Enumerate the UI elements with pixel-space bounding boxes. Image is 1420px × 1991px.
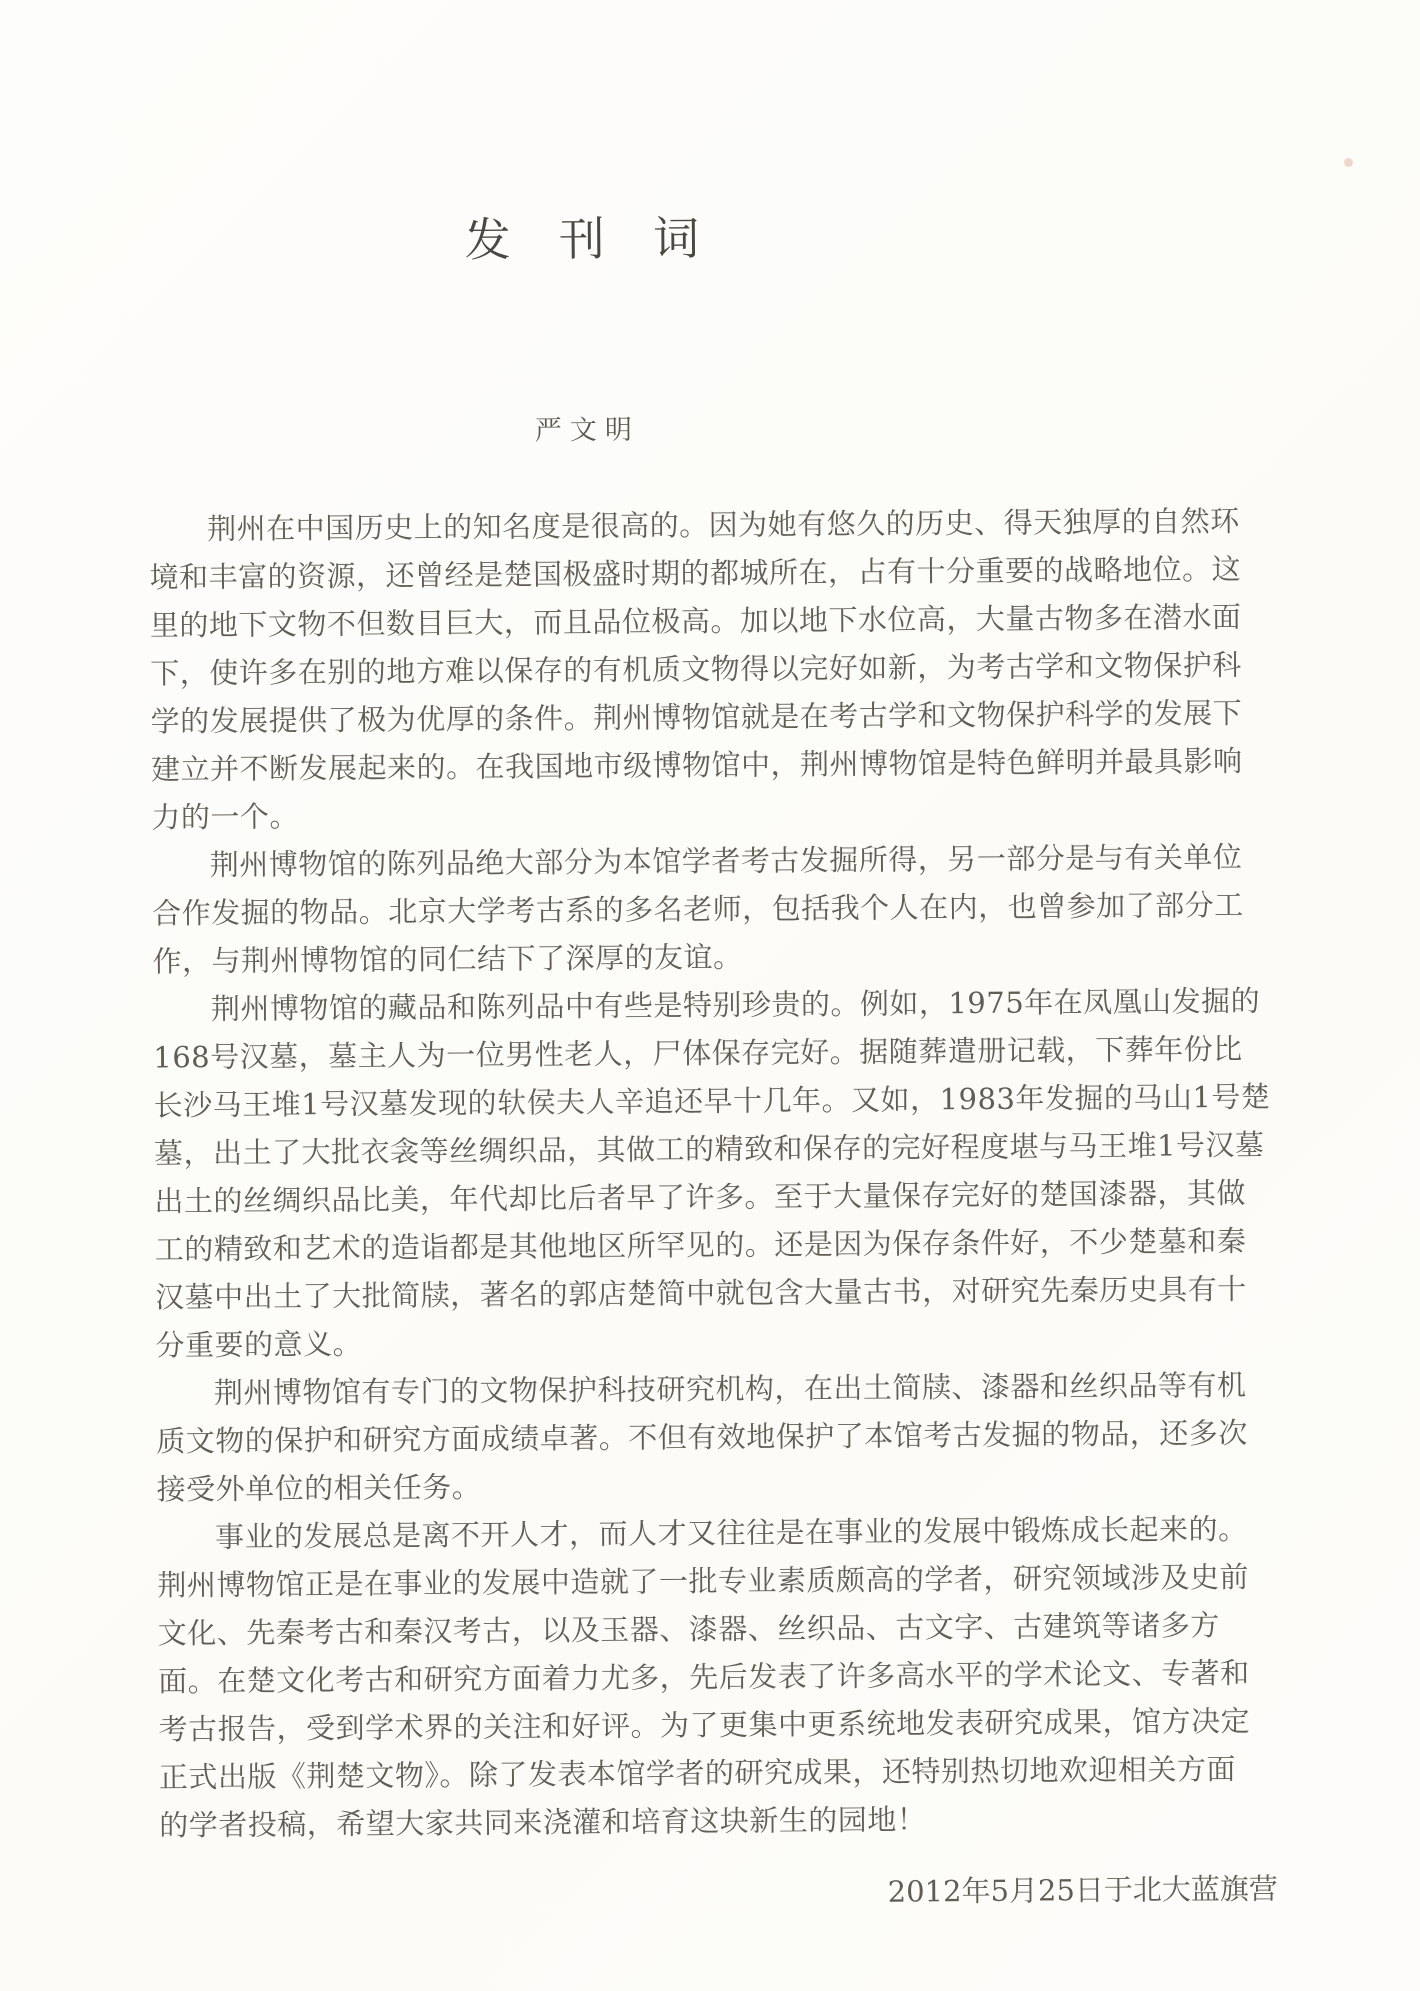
heading-block <box>145 0 1018 453</box>
text-line: 分重要的意义。 <box>155 1326 363 1363</box>
page-title: 发刊词 <box>464 210 748 267</box>
scan-speck <box>1344 158 1353 167</box>
text-line: 荆州博物馆的陈列品绝大部分为本馆学者考古发掘所得，另一部分是与有关单位 <box>209 839 1243 882</box>
text-line: 工的精致和艺术的造诣都是其他地区所罕见的。还是因为保存条件好，不少楚墓和秦 <box>154 1223 1247 1267</box>
paragraph <box>157 1504 1300 1849</box>
page-content <box>145 0 1300 1919</box>
text-line: 荆州博物馆正是在事业的发展中造就了一批专业素质颇高的学者，研究领域涉及史前 <box>157 1559 1250 1603</box>
text-line: 作，与荆州博物馆的同仁结下了深厚的友谊。 <box>152 939 743 979</box>
text-line: 汉墓中出土了大批简牍，著名的郭店楚简中就包含大量古书，对研究先秦历史具有十 <box>155 1271 1247 1315</box>
text-line: 下，使许多在别的地方难以保存的有机质文物得以完好如新，为考古学和文物保护科 <box>150 647 1242 691</box>
text-line: 的学者投稿，希望大家共同来浇灌和培育这块新生的园地！ <box>159 1802 927 1843</box>
text-line: 荆州博物馆的藏品和陈列品中有些是特别珍贵的。例如，1975年在凤凰山发掘的 <box>210 983 1261 1026</box>
paragraph <box>152 832 1293 985</box>
paragraph <box>156 1360 1297 1513</box>
text-line: 长沙马王堆1号汉墓发现的轪侯夫人辛追还早十几年。又如，1983年发掘的马山1号楚 <box>153 1079 1271 1123</box>
text-line: 合作发掘的物品。北京大学考古系的多名老师，包括我个人在内，也曾参加了部分工 <box>152 887 1244 931</box>
text-line: 面。在楚文化考古和研究方面着力尤多，先后发表了许多高水平的学术论文、专著和 <box>158 1655 1250 1699</box>
text-line: 正式出版《荆楚文物》。除了发表本馆学者的研究成果，还特别热切地欢迎相关方面 <box>158 1751 1237 1795</box>
text-line: 考古报告，受到学术界的关注和好评。为了更集中更系统地发表研究成果，馆方决定 <box>158 1703 1251 1747</box>
text-line: 荆州在中国历史上的知名度是很高的。因为她有悠久的历史、得天独厚的自然环 <box>207 503 1240 546</box>
text-line: 168号汉墓，墓主人为一位男性老人，尸体保存完好。据随葬遣册记载，下葬年份比 <box>153 1031 1243 1075</box>
text-line: 文化、先秦考古和秦汉考古，以及玉器、漆器、丝织品、古文字、古建筑等诸多方 <box>157 1607 1220 1651</box>
dateline: 2012年5月25日于北大蓝旗营 <box>887 1871 1278 1909</box>
text-line: 学的发展提供了极为优厚的条件。荆州博物馆就是在考古学和文物保护科学的发展下 <box>150 695 1243 739</box>
text-line: 里的地下文物不但数目巨大，而且品位极高。加以地下水位高，大量古物多在潜水面 <box>149 599 1242 643</box>
text-line: 事业的发展总是离不开人才，而人才又往往是在事业的发展中锻炼成长起来的。 <box>214 1511 1248 1554</box>
paragraph <box>153 976 1296 1369</box>
text-line: 墓，出土了大批衣衾等丝绸织品，其做工的精致和保存的完好程度堪与马王堆1号汉墓 <box>153 1127 1265 1171</box>
paragraph <box>149 496 1292 841</box>
text-line: 建立并不断发展起来的。在我国地市级博物馆中，荆州博物馆是特色鲜明并最具影响 <box>150 743 1243 787</box>
author-name: 严文明 <box>534 414 641 447</box>
text-line: 接受外单位的相关任务。 <box>156 1469 482 1507</box>
body-text <box>149 496 1300 1849</box>
text-line: 出土的丝绸织品比美，年代却比后者早了许多。至于大量保存完好的楚国漆器，其做 <box>154 1175 1247 1219</box>
text-line: 质文物的保护和研究方面成绩卓著。不但有效地保护了本馆考古发掘的物品，还多次 <box>156 1415 1248 1459</box>
text-line: 力的一个。 <box>151 799 300 835</box>
text-line: 荆州博物馆有专门的文物保护科技研究机构，在出土简牍、漆器和丝织品等有机 <box>213 1367 1247 1410</box>
text-line: 境和丰富的资源，还曾经是楚国极盛时期的都城所在，占有十分重要的战略地位。这 <box>149 551 1242 595</box>
